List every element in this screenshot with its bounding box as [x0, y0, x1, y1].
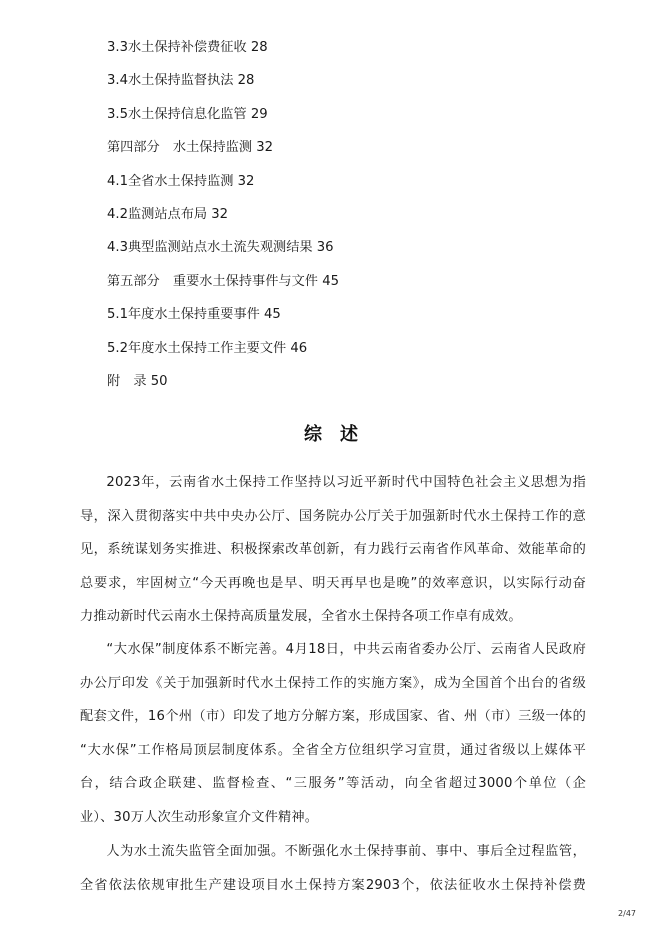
text-line: 人为水土流失监管全面加强。不断强化水土保持事前、事中、事后全过程监管，: [106, 844, 586, 859]
text-line: “大水保”工作格局顶层制度体系。全省全方位组织学习宣贯，通过省级以上媒体平: [80, 742, 586, 758]
toc-entry[interactable]: 5.1年度水土保持重要事件 45: [107, 307, 281, 323]
text-line: 台，结合政企联建、监督检查、“三服务”等活动，向全省超过3000个单位（企: [80, 776, 586, 792]
toc-entry[interactable]: 3.4水土保持监督执法 28: [107, 73, 255, 89]
toc-entry[interactable]: 4.2监测站点布局 32: [107, 206, 229, 222]
toc-entry[interactable]: 4.3典型监测站点水土流失观测结果 36: [107, 240, 334, 256]
page-number: 2/47: [618, 909, 636, 918]
text-line: 全省依法依规审批生产建设项目水土保持方案2903个，依法征收水土保持补偿费: [80, 877, 586, 893]
paragraph-supervision: [80, 835, 586, 902]
toc-entry[interactable]: 5.2年度水土保持工作主要文件 46: [107, 340, 308, 356]
text-line: “大水保”制度体系不断完善。4月18日，中共云南省委办公厅、云南省人民政府: [106, 642, 586, 657]
text-line: 2023年，云南省水土保持工作坚持以习近平新时代中国特色社会主义思想为指: [106, 475, 586, 490]
text-line: 导，深入贯彻落实中共中央办公厅、国务院办公厅关于加强新时代水土保持工作的意: [80, 508, 586, 524]
text-line: 配套文件，16个州（市）印发了地方分解方案，形成国家、省、州（市）三级一体的: [80, 709, 586, 725]
toc-entry[interactable]: 4.1全省水土保持监测 32: [107, 173, 255, 189]
paragraph-summary: [80, 466, 586, 634]
toc-entry[interactable]: 第四部分 水土保持监测 32: [107, 140, 274, 156]
text-line: 办公厅印发《关于加强新时代水土保持工作的实施方案》，成为全国首个出台的省级: [80, 675, 586, 691]
toc-entry[interactable]: 3.5水土保持信息化监管 29: [107, 106, 268, 122]
text-line: 业）、30万人次生动形象宣介文件精神。: [80, 809, 319, 825]
text-line: 见，系统谋划务实推进、积极探索改革创新，有力践行云南省作风革命、效能革命的: [80, 542, 586, 558]
section-heading: 综 述: [304, 424, 358, 445]
toc-entry[interactable]: 3.3水土保持补偿费征收 28: [107, 40, 268, 55]
paragraph-system: [80, 633, 586, 835]
toc-entry[interactable]: 附 录 50: [107, 373, 168, 389]
text-line: 力推动新时代云南水土保持高质量发展，全省水土保持各项工作卓有成效。: [80, 609, 522, 625]
text-line: 总要求，牢固树立“今天再晚也是早、明天再早也是晚”的效率意识，以实际行动奋: [80, 575, 586, 591]
table-of-contents: [107, 36, 339, 403]
toc-entry[interactable]: 第五部分 重要水土保持事件与文件 45: [107, 273, 339, 289]
